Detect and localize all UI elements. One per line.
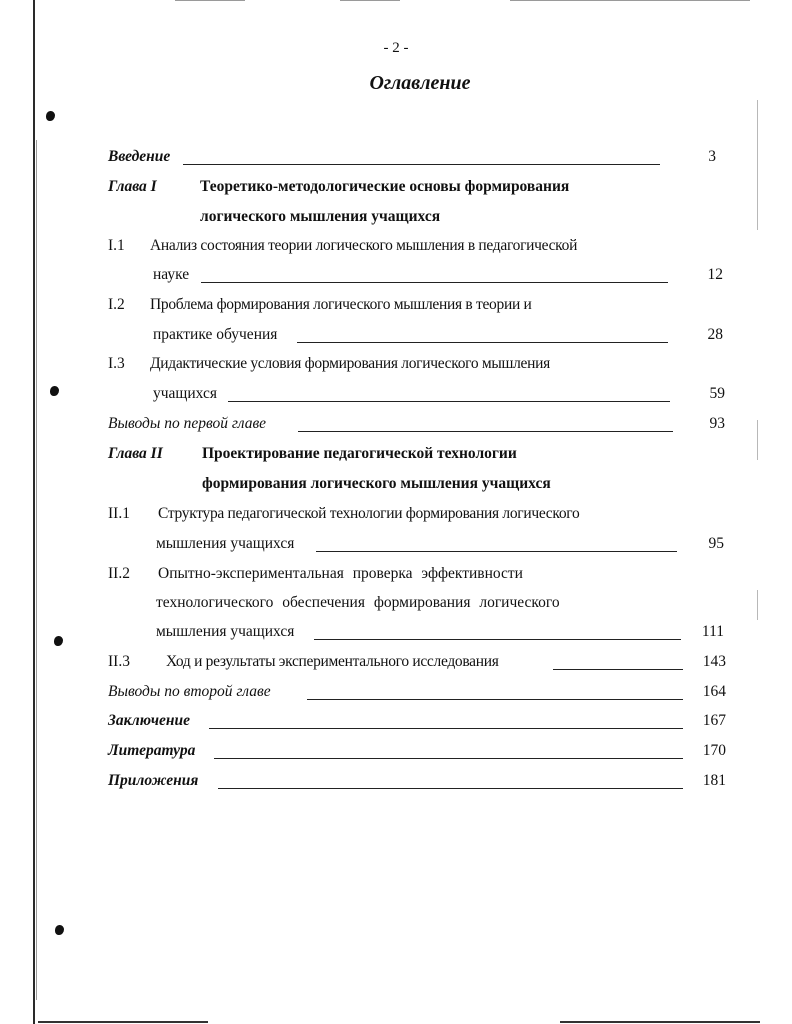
toc-section-title: Опытно-экспериментальная проверка эффективности <box>158 565 523 582</box>
binder-hole-mark <box>50 386 59 396</box>
leader-line <box>218 788 683 789</box>
toc-intro-page: 3 <box>708 148 716 165</box>
toc-literature-page: 170 <box>702 742 726 759</box>
toc-section-page: 12 <box>707 266 723 283</box>
toc-chapter1-label: Глава I <box>108 178 157 195</box>
leader-line <box>298 431 673 432</box>
scan-mark-right <box>757 590 758 620</box>
toc-conclusion-page: 167 <box>702 712 726 729</box>
page-number: - 2 - <box>383 40 409 56</box>
leader-line <box>183 164 660 165</box>
scan-border-bottom <box>560 1021 760 1023</box>
toc-intro-label: Введение <box>108 148 171 165</box>
toc-chapter1-title: Теоретико-методологические основы формирования <box>200 178 570 195</box>
toc-chapter2-title: формирования логического мышления учащихся <box>202 475 551 492</box>
page-title: Оглавление <box>369 72 471 94</box>
leader-line <box>316 551 677 552</box>
toc-section-number: I.1 <box>108 237 125 254</box>
toc-section-number: II.2 <box>108 565 130 582</box>
binder-hole-mark <box>54 636 63 646</box>
leader-line <box>201 282 668 283</box>
leader-line <box>314 639 681 640</box>
toc-section-number: II.1 <box>108 505 130 522</box>
toc-section-number: II.3 <box>108 653 130 670</box>
scan-mark-right <box>757 420 758 460</box>
toc-chapter1-title: логического мышления учащихся <box>200 208 441 225</box>
scan-border-left-inner <box>36 140 37 1000</box>
toc-section-title: мышления учащихся <box>156 535 295 552</box>
toc-conclusions2-page: 164 <box>702 683 726 700</box>
leader-line <box>209 728 683 729</box>
toc-section-title: Анализ состояния теории логического мышления в педагогической <box>150 237 578 254</box>
toc-literature-label: Литература <box>108 742 196 759</box>
toc-section-title: мышления учащихся <box>156 623 295 640</box>
toc-section-number: I.3 <box>108 355 125 372</box>
leader-line <box>297 342 668 343</box>
scan-mark-right <box>757 100 758 230</box>
toc-section-page: 111 <box>701 623 724 640</box>
toc-chapter2-label: Глава II <box>108 445 163 462</box>
toc-appendices-label: Приложения <box>108 772 199 789</box>
toc-section-title: Дидактические условия формирования логического мышления <box>150 355 550 372</box>
toc-section-title: Проблема формирования логического мышления в теории и <box>150 296 532 313</box>
scan-border-left <box>33 0 35 1024</box>
toc-section-page: 59 <box>709 385 725 402</box>
toc-section-title: практике обучения <box>153 326 278 343</box>
binder-hole-mark <box>46 111 55 121</box>
toc-conclusions1-label: Выводы по первой главе <box>108 415 267 432</box>
toc-section-title: науке <box>153 266 190 283</box>
toc-conclusions2-label: Выводы по второй главе <box>108 683 271 700</box>
toc-section-title: Структура педагогической технологии формирования логического <box>158 505 580 522</box>
toc-section-page: 28 <box>707 326 723 343</box>
scan-mark-top <box>175 0 245 1</box>
toc-section-page: 143 <box>702 653 726 670</box>
toc-chapter2-title: Проектирование педагогической технологии <box>202 445 517 462</box>
toc-section-title: Ход и результаты экспериментального исследования <box>166 653 499 670</box>
toc-appendices-page: 181 <box>702 772 726 789</box>
toc-conclusions1-page: 93 <box>709 415 725 432</box>
leader-line <box>307 699 683 700</box>
toc-section-title: технологического обеспечения формирования логического <box>156 594 560 611</box>
toc-section-title: учащихся <box>153 385 217 402</box>
toc-conclusion-label: Заключение <box>108 712 190 729</box>
scan-mark-top <box>340 0 400 1</box>
scan-border-bottom <box>38 1021 208 1023</box>
scan-mark-top <box>510 0 750 1</box>
binder-hole-mark <box>55 925 64 935</box>
leader-line <box>214 758 683 759</box>
toc-section-number: I.2 <box>108 296 125 313</box>
toc-section-page: 95 <box>708 535 724 552</box>
leader-line <box>228 401 670 402</box>
leader-line <box>553 669 683 670</box>
